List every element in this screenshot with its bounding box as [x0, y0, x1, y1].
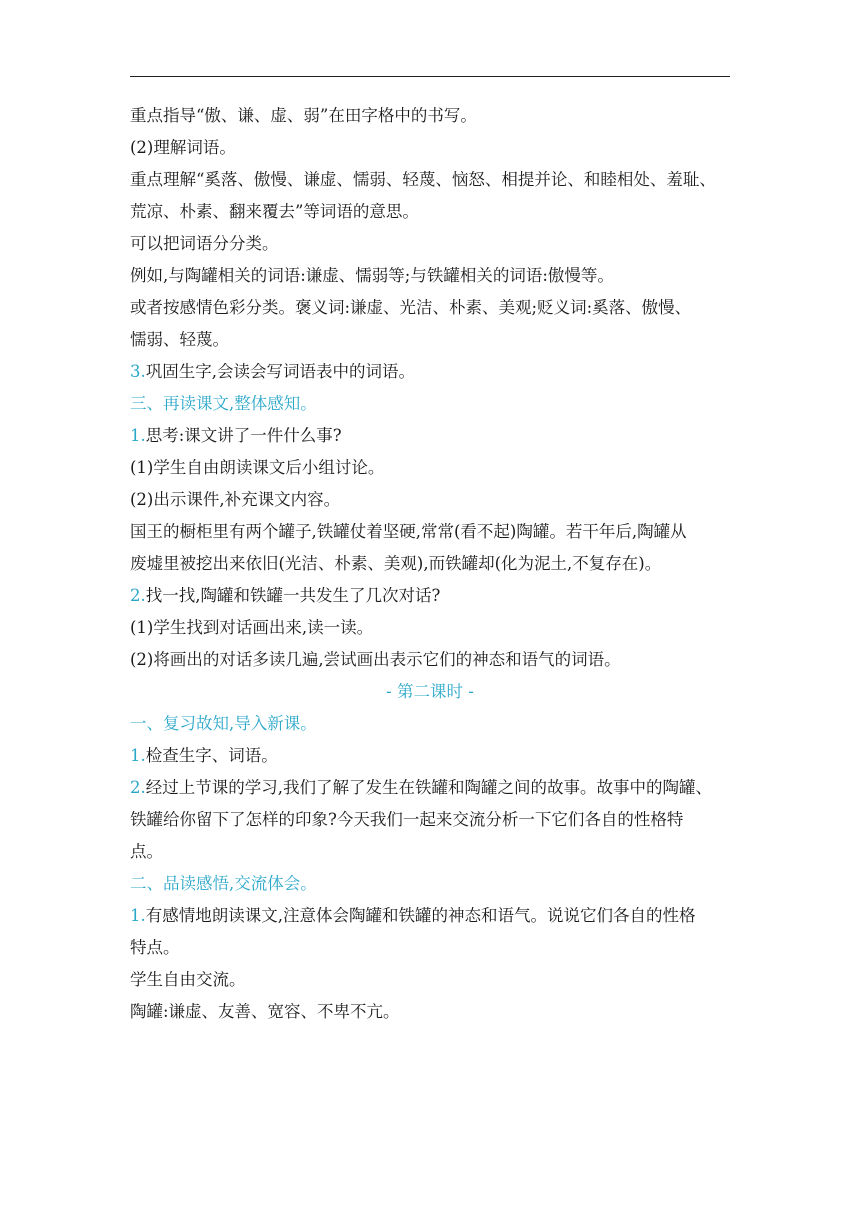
item-text: 检查生字、词语。 — [145, 746, 278, 765]
text-line: (2)将画出的对话多读几遍,尝试画出表示它们的神态和语气的词语。 — [130, 650, 621, 669]
numbered-item — [130, 580, 730, 612]
text-line: 重点指导“傲、谦、虚、弱”在田字格中的书写。 — [130, 106, 477, 125]
numbered-item — [130, 900, 730, 932]
item-text: 思考:课文讲了一件什么事? — [145, 426, 342, 445]
text-line: 重点理解“奚落、傲慢、谦虚、懦弱、轻蔑、恼怒、相提并论、和睦相处、羞耻、 — [130, 170, 716, 189]
text-line: 点。 — [130, 842, 163, 861]
item-number: 1. — [130, 746, 146, 765]
text-line: (1)学生找到对话画出来,读一读。 — [130, 618, 374, 637]
section-heading: 一、复习故知,导入新课。 — [130, 714, 317, 733]
text-line: 可以把词语分分类。 — [130, 234, 279, 253]
section-heading: 二、品读感悟,交流体会。 — [130, 874, 317, 893]
item-number: 1. — [130, 906, 146, 925]
item-number: 2. — [130, 778, 146, 797]
text-line: 荒凉、朴素、翻来覆去”等词语的意思。 — [130, 202, 419, 221]
document-body — [130, 100, 730, 1028]
text-line: 废墟里被挖出来依旧(光洁、朴素、美观),而铁罐却(化为泥土,不复存在)。 — [130, 554, 662, 573]
text-line: (1)学生自由朗读课文后小组讨论。 — [130, 458, 385, 477]
item-number: 1. — [130, 426, 146, 445]
section-heading: 三、再读课文,整体感知。 — [130, 394, 317, 413]
item-number: 3. — [130, 362, 146, 381]
item-text: 找一找,陶罐和铁罐一共发生了几次对话? — [145, 586, 441, 605]
text-line: (2)出示课件,补充课文内容。 — [130, 490, 341, 509]
lesson-divider: - 第二课时 - — [386, 682, 474, 701]
header-rule — [130, 76, 730, 77]
text-line: 懦弱、轻蔑。 — [130, 330, 229, 349]
text-line: (2)理解词语。 — [130, 138, 236, 157]
numbered-item — [130, 740, 730, 772]
text-line: 陶罐:谦虚、友善、宽容、不卑不亢。 — [130, 1002, 400, 1021]
item-number: 2. — [130, 586, 146, 605]
text-line: 学生自由交流。 — [130, 970, 246, 989]
numbered-item — [130, 420, 730, 452]
numbered-item — [130, 772, 730, 804]
text-line: 国王的橱柜里有两个罐子,铁罐仗着坚硬,常常(看不起)陶罐。若干年后,陶罐从 — [130, 522, 687, 541]
text-line: 例如,与陶罐相关的词语:谦虚、懦弱等;与铁罐相关的词语:傲慢等。 — [130, 266, 614, 285]
numbered-item — [130, 356, 730, 388]
text-line: 铁罐给你留下了怎样的印象?今天我们一起来交流分析一下它们各自的性格特 — [130, 810, 684, 829]
item-text: 巩固生字,会读会写词语表中的词语。 — [145, 362, 415, 381]
item-text: 有感情地朗读课文,注意体会陶罐和铁罐的神态和语气。说说它们各自的性格 — [145, 906, 696, 925]
item-text: 经过上节课的学习,我们了解了发生在铁罐和陶罐之间的故事。故事中的陶罐、 — [145, 778, 712, 797]
text-line: 特点。 — [130, 938, 180, 957]
text-line: 或者按感情色彩分类。褒义词:谦虚、光洁、朴素、美观;贬义词:奚落、傲慢、 — [130, 298, 692, 317]
